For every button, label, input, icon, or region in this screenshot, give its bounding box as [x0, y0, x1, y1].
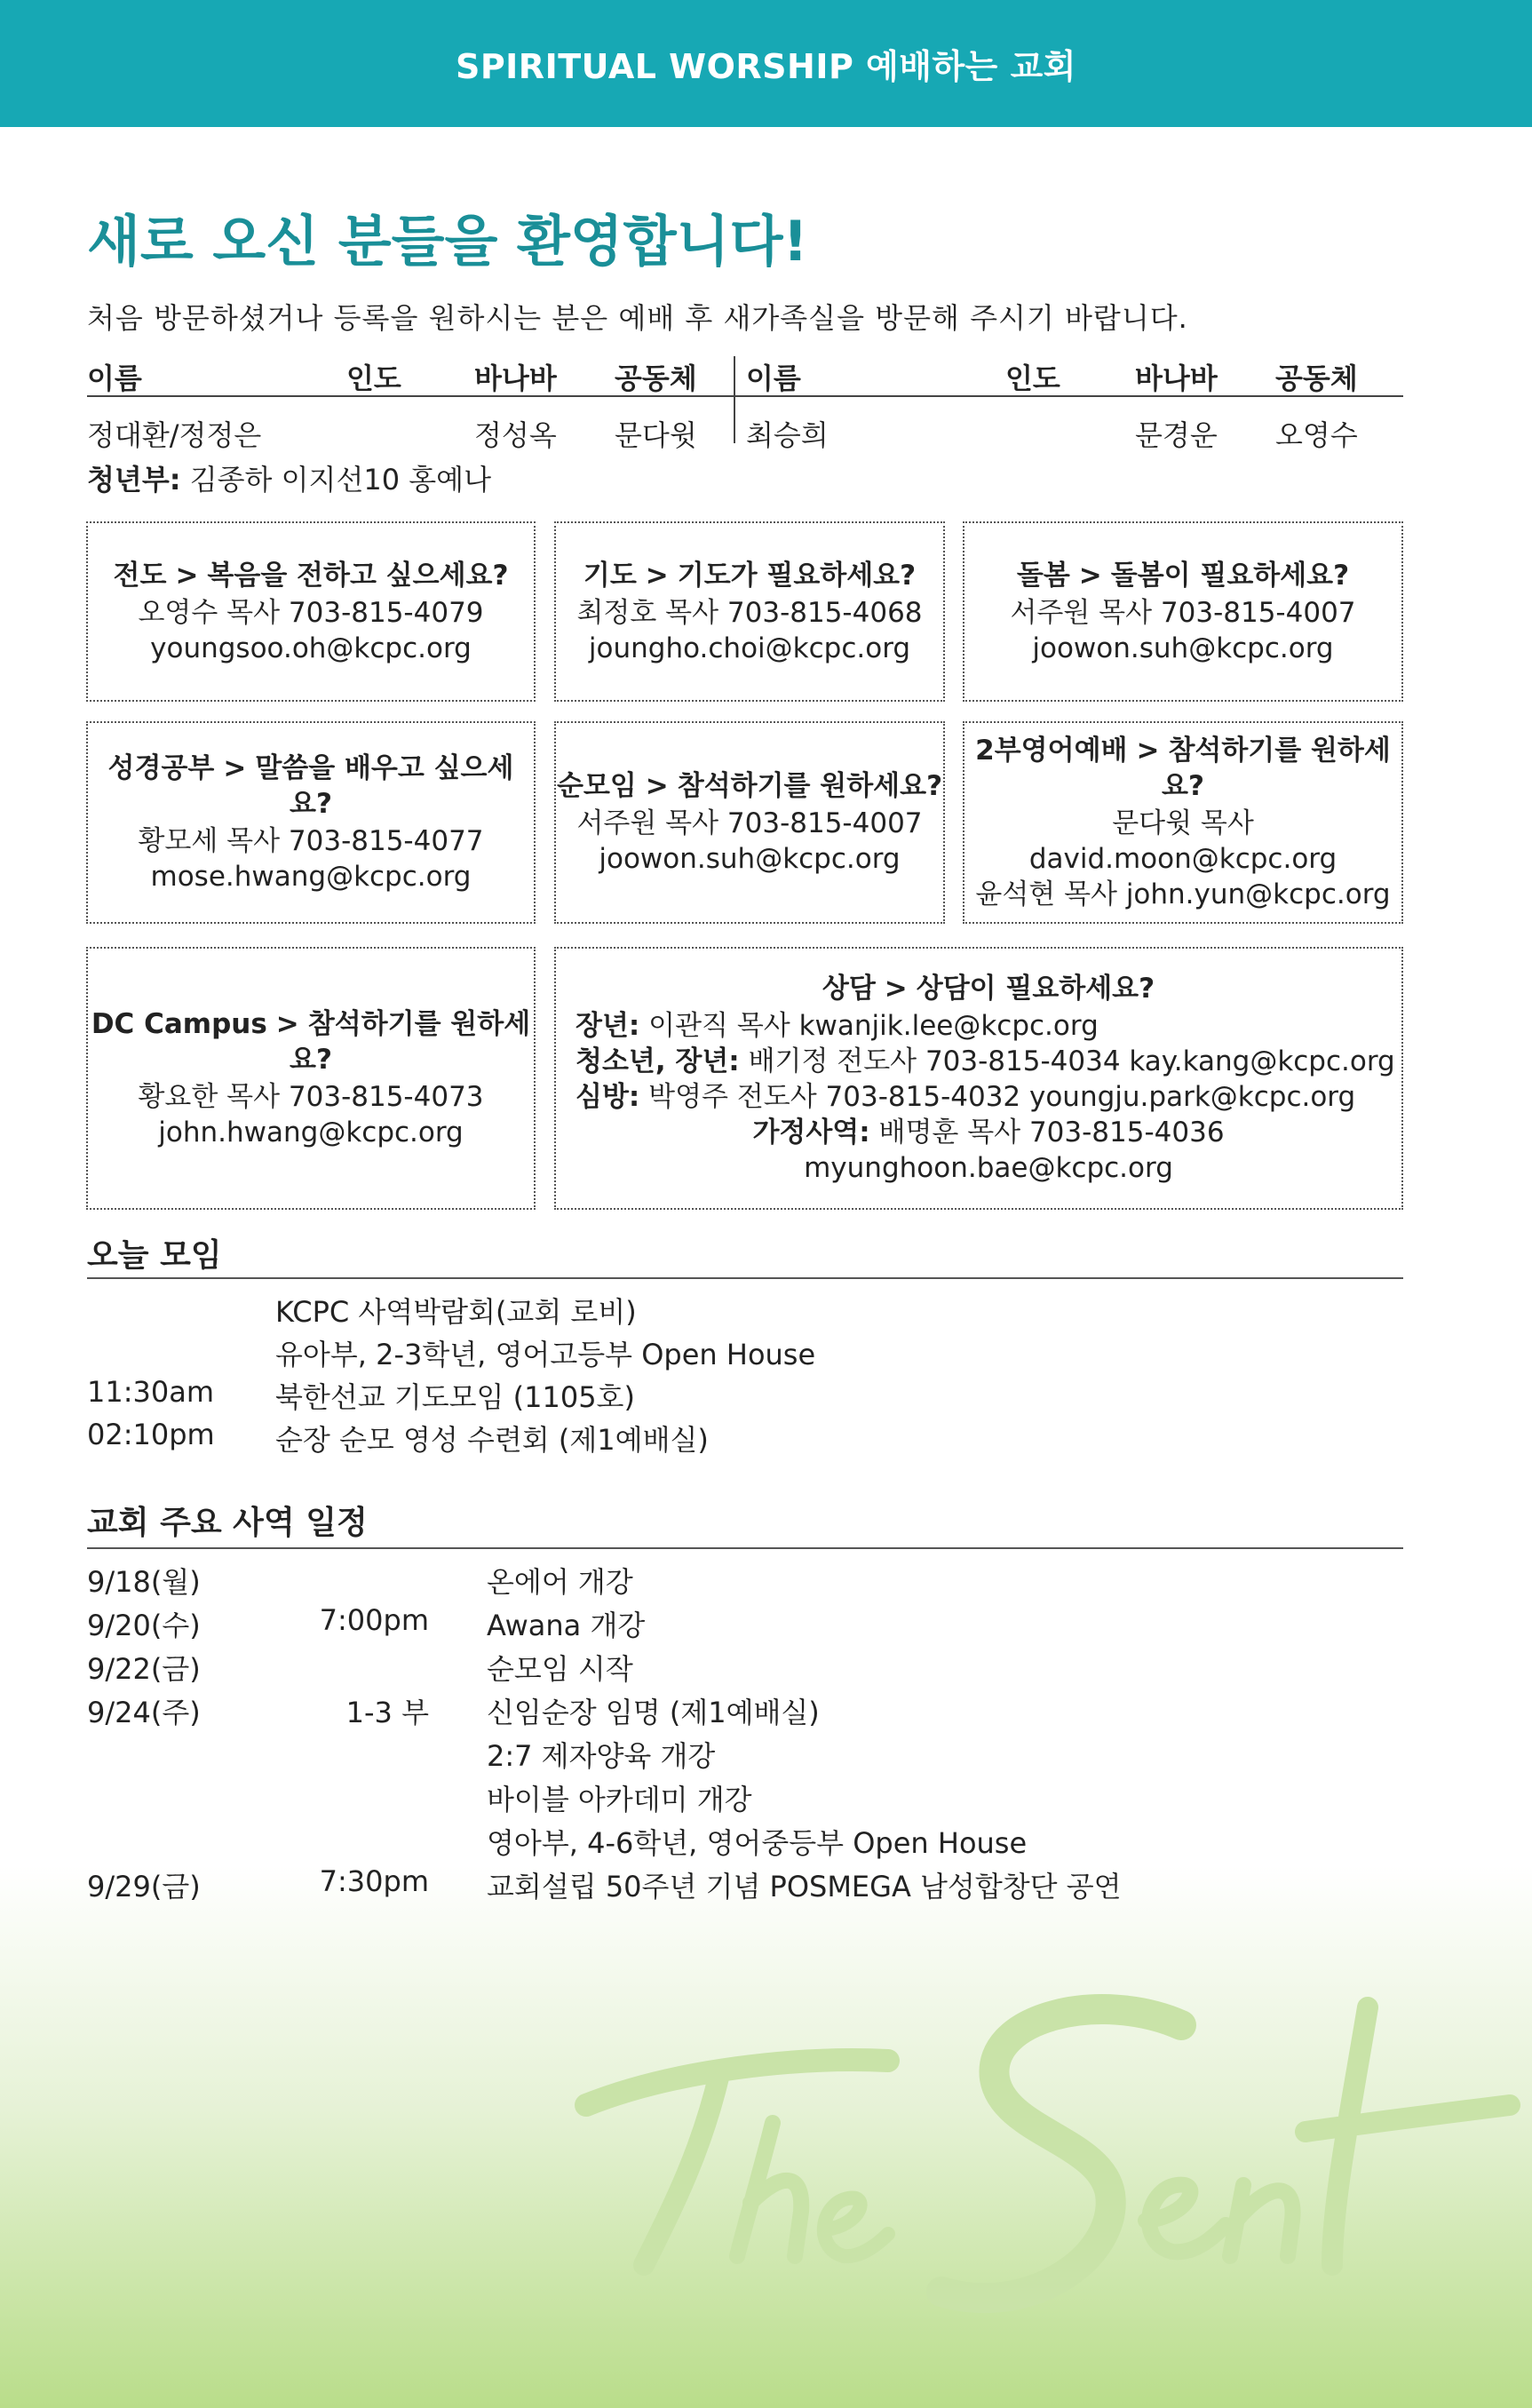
- counsel-line: 청소년, 장년: 배기정 전도사 703-815-4034 kay.kang@kcpc.org: [575, 1045, 1395, 1077]
- box-title: 기도 > 기도가 필요하세요?: [583, 559, 917, 592]
- counsel-line: 장년: 이관직 목사 kwanjik.lee@kcpc.org: [575, 1010, 1099, 1042]
- box-title: 상담 > 상담이 필요하세요?: [822, 973, 1155, 1005]
- the-sent-watermark: [568, 1972, 1528, 2345]
- box-title: 순모임 > 참석하기를 원하세요?: [556, 770, 943, 802]
- chevron-right-icon: >: [645, 770, 669, 802]
- cell-barnabas-2: 문경운: [1135, 418, 1218, 452]
- box-title: DC Campus > 참석하기를 원하세요?: [91, 1008, 531, 1076]
- box-contact-line: 황요한 목사 703-815-4073: [138, 1081, 484, 1113]
- box-contact-email: mose.hwang@kcpc.org: [150, 861, 472, 893]
- col-header-community-2: 공동체: [1275, 362, 1358, 395]
- box-contact-line: 문다윗 목사 david.moon@kcpc.org: [1028, 807, 1338, 875]
- youth-line: [87, 457, 491, 498]
- box-contact-email: joowon.suh@kcpc.org: [1032, 632, 1334, 664]
- cell-community: 문다윗: [615, 418, 697, 452]
- chevron-right-icon: >: [1136, 735, 1160, 767]
- chevron-right-icon: >: [175, 559, 199, 592]
- box-title: 성경공부 > 말씀을 배우고 싶으세요?: [107, 752, 514, 820]
- box-contact-line: 황모세 목사 703-815-4077: [138, 825, 484, 857]
- table-header-row: [87, 349, 1403, 397]
- contact-box-counseling: [554, 947, 1403, 1210]
- box-title: 전도 > 복음을 전하고 싶으세요?: [113, 559, 509, 592]
- cell-name: 정대환/정정은: [87, 418, 262, 452]
- chevron-right-icon: >: [275, 1008, 299, 1040]
- col-header-name: 이름: [87, 362, 142, 395]
- counsel-line: 심방: 박영주 전도사 703-815-4032 youngju.park@kcpc.org: [575, 1081, 1356, 1113]
- box-title: 2부영어예배 > 참석하기를 원하세요?: [975, 735, 1391, 802]
- box-contact-line: 서주원 목사 703-815-4007: [576, 807, 923, 839]
- box-contact-line-2: 윤석현 목사 john.yun@kcpc.org: [975, 878, 1391, 910]
- youth-label: 청년부:: [87, 463, 181, 497]
- col-header-guide-2: 인도: [1005, 362, 1060, 395]
- cell-barnabas: 정성옥: [474, 418, 557, 452]
- col-header-name-2: 이름: [746, 362, 801, 395]
- newcomer-table: [87, 349, 1403, 454]
- contact-box-dc-campus: [86, 947, 536, 1210]
- contact-box-bible-study: [86, 721, 536, 924]
- cell-community-2: 오영수: [1275, 418, 1358, 452]
- chevron-right-icon: >: [884, 973, 908, 1005]
- chevron-right-icon: >: [223, 752, 247, 784]
- col-header-barnabas: 바나바: [474, 362, 557, 395]
- box-contact-email: youngsoo.oh@kcpc.org: [150, 632, 472, 664]
- box-contact-email: john.hwang@kcpc.org: [158, 1117, 464, 1148]
- contact-box-small-group: [554, 721, 945, 924]
- box-title: 돌봄 > 돌봄이 필요하세요?: [1016, 559, 1350, 592]
- header-title: SPIRITUAL WORSHIP 예배하는 교회: [455, 47, 1077, 86]
- youth-names: 김종하 이지선10 홍예나: [189, 463, 491, 497]
- col-header-guide: 인도: [346, 362, 401, 395]
- contact-box-evangelism: [86, 521, 536, 702]
- section-divider: [87, 1547, 1403, 1549]
- welcome-intro: 처음 방문하셨거나 등록을 원하시는 분은 예배 후 새가족실을 방문해 주시기 바랍니다.: [87, 301, 1188, 335]
- chevron-right-icon: >: [645, 559, 669, 592]
- header-band: [0, 0, 1532, 127]
- counsel-line: 가정사역: 배명훈 목사 703-815-4036 myunghoon.bae@kcpc.org: [752, 1117, 1225, 1184]
- col-header-barnabas-2: 바나바: [1135, 362, 1218, 395]
- contact-box-care: [963, 521, 1403, 702]
- contact-box-english-service: [963, 721, 1403, 924]
- contact-box-prayer: [554, 521, 945, 702]
- schedule-section-title: 교회 주요 사역 일정: [87, 1505, 368, 1541]
- today-section-title: 오늘 모임: [87, 1237, 222, 1274]
- table-row: [87, 397, 1403, 454]
- box-contact-email: joungho.choi@kcpc.org: [588, 632, 911, 664]
- box-contact-line: 최정호 목사 703-815-4068: [576, 596, 923, 629]
- chevron-right-icon: >: [1078, 559, 1102, 592]
- box-contact-line: 서주원 목사 703-815-4007: [1010, 596, 1356, 629]
- box-contact-email: joowon.suh@kcpc.org: [599, 843, 901, 875]
- cell-name-2: 최승희: [746, 418, 829, 452]
- welcome-heading: 새로 오신 분들을 환영합니다!: [87, 209, 808, 274]
- section-divider: [87, 1277, 1403, 1279]
- box-contact-line: 오영수 목사 703-815-4079: [138, 596, 484, 629]
- col-header-community: 공동체: [615, 362, 697, 395]
